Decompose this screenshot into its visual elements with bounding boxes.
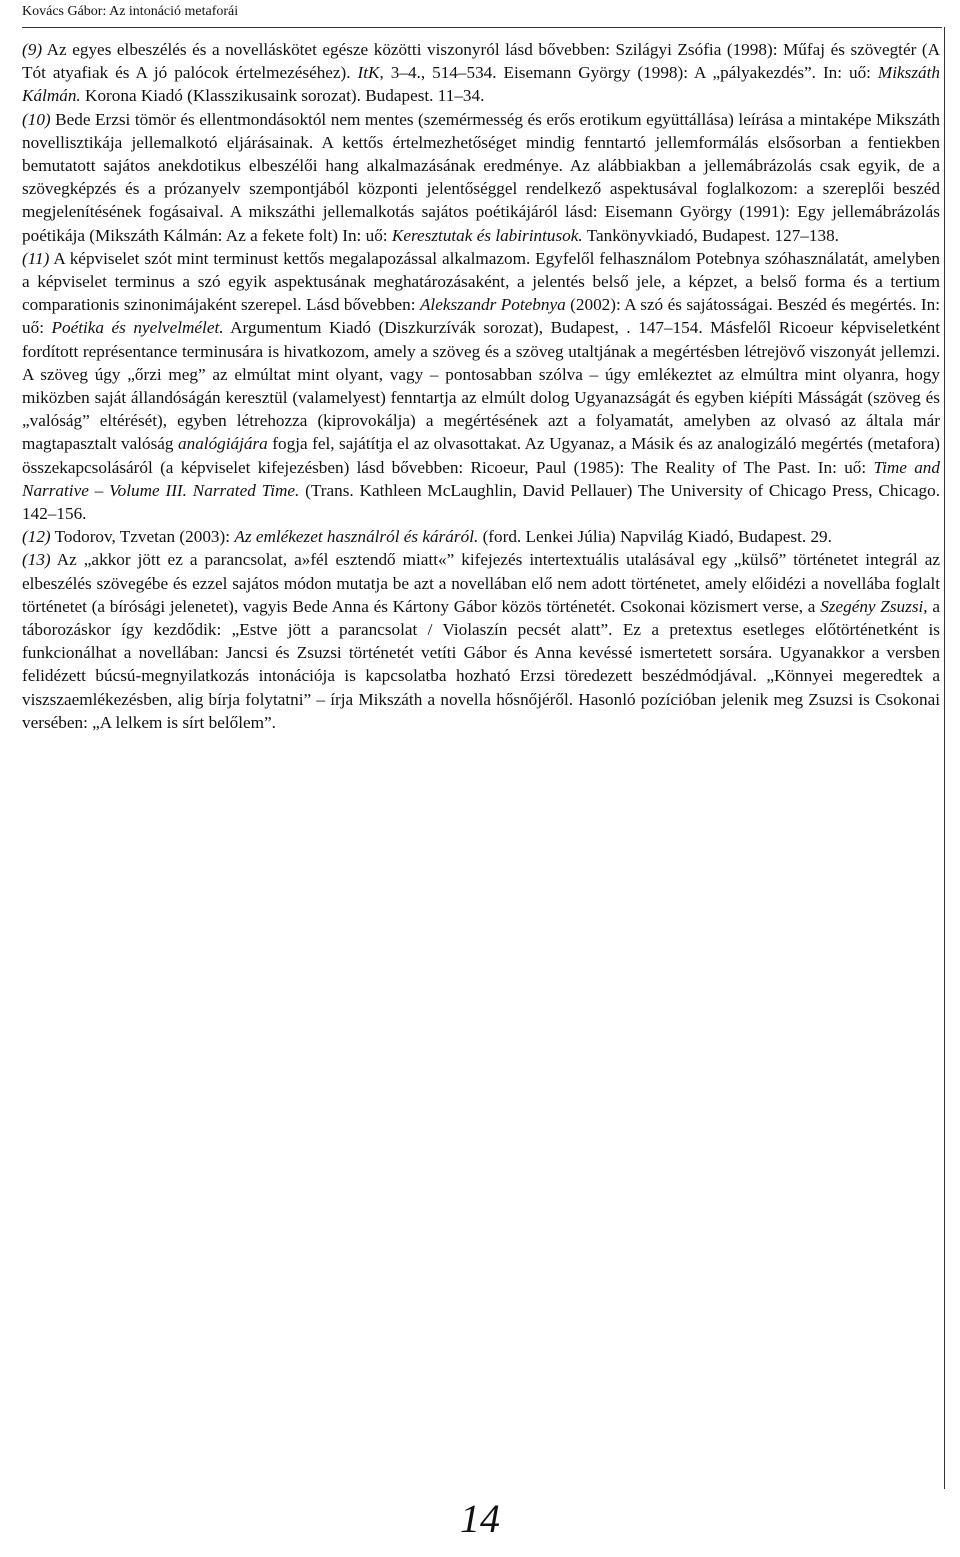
endnote-text: fogja fel, sajátítja el az olvasottakat. Az Ugyanaz, a Másik és az analogizáló megértés (metafora) összekapcsolásáról (a képviselet kifejezésben) lásd bővebben: Ricoeur, Paul (1985): The Reality of The Past. In: uő: <box>22 434 940 477</box>
endnote <box>22 108 940 247</box>
endnote-text: (2002): A szó és sajátosságai. Beszéd és megértés. In: uő: <box>22 295 940 338</box>
endnote <box>22 38 940 108</box>
endnote-text: , a táborozáskor így kezdődik: „Estve jött a parancsolat / Violaszín pecsét alatt”. Ez a pretextus esetleges előtörténetként is funkcionálhat a novellában: Jancsi és Zsuzsi történetét vetíti Gábor és Anna kevéssé ismertetett sorsára. Ugyanakkor a versben felidézett búcsú-megnyilatkozás intonációja is kapcsolatba hozható Erzsi töredezett beszédmódjával. „Könnyei megeredtek a viszszaemlékezésben, alig bírja folytatni” – írja Mikszáth a novella hősnőjéről. Hasonló pozícióban jelenik meg Zsuzsi is Csokonai versében: „A lelkem is sírt belőlem”. <box>22 596 940 732</box>
endnote-text: (Trans. Kathleen McLaughlin, David Pellauer) The University of Chicago Press, Chicago. 142–156. <box>22 480 940 524</box>
endnote-text: Todorov, Tzvetan (2003): <box>50 527 235 547</box>
endnote-text: Korona Kiadó (Klasszikusaink sorozat). Budapest. 11–34. <box>80 86 485 106</box>
endnote-number: (10) <box>22 109 51 129</box>
endnote-text: Argumentum Kiadó (Diszkurzívák sorozat), Budapest, . 147–154. Másfelől Ricoeur képviseletként fordított représentance terminusára is hivatkozom, amely a szöveg és a szöveg utaltjának a megértésben létrejövő viszonyát jellemzi. A szöveg úgy „őrzi meg” az elmúltat mint olyant, vagy – pontosabban szólva – úgy emlékeztet az elmúltra mint olyanra, hogy miközben saját állandóságán keresztül (valamelyest) fenntartja az elmúlt dolog Ugyanazságát és egyben kiépíti Másságát (szöveg és „valóság” eltérését), egyben létrehozza (kiprovokálja) a megértésének azt a folyamatát, amelyben az olvasó az általa már magtapasztalt valóság <box>22 318 940 454</box>
endnote <box>22 247 940 525</box>
endnote-italic-text: Az emlékezet használról és káráról. <box>234 527 479 547</box>
endnote-number: (11) <box>22 248 50 268</box>
endnote-text: Az egyes elbeszélés és a novelláskötet egésze közötti viszonyról lásd bővebben: Szilágyi Zsófia (1998): Műfaj és szövegtér (A Tót atyafiak és A jó palócok értelmezéséhez). <box>22 40 940 83</box>
endnote-number: (9) <box>22 40 43 59</box>
endnotes <box>22 38 940 734</box>
running-header: Kovács Gábor: Az intonáció metaforái <box>22 4 239 19</box>
endnote-number: (12) <box>22 527 51 547</box>
page-edge-line <box>944 27 945 1489</box>
endnote-number: (13) <box>22 550 51 570</box>
endnote-text: , 3–4., 514–534. Eisemann György (1998): A „pályakezdés”. In: uő: <box>379 63 878 83</box>
endnote <box>22 525 940 548</box>
endnote-text: (ford. Lenkei Júlia) Napvilág Kiadó, Budapest. 29. <box>478 527 832 547</box>
endnote <box>22 548 940 734</box>
endnote-italic-text: Mikszáth Kálmán. <box>22 63 940 106</box>
header-rule <box>22 27 942 28</box>
endnote-text: Tankönyvkiadó, Budapest. 127–138. <box>582 225 839 245</box>
page-number: 14 <box>460 1496 500 1541</box>
endnote-italic-text: Time and Narrative – Volume III. Narrated Time. <box>22 457 940 500</box>
endnote-text: Bede Erzsi tömör és ellentmondásoktól nem mentes (szemérmesség és erős erotikum együttállása) leírása a mintaképe Mikszáth novellisztikája jellemalkotó eljárásainak. A kettős értelmezhetőséget mindig fenntartó jellemformálás elsősorban a fentiekben bemutatott sajátos anekdotikus elbeszélői hang alkalmazásának eredménye. Az alábbiakban a jellemábrázolás csak egyik, de a szövegképzés és a prózanyelv szempontjából központi jelentőséggel rendelkező aspektusával foglalkozom: a szereplői beszéd megjelenítésének fogásaival. A mikszáthi jellemalkotás sajátos poétikájáról lásd: Eisemann György (1991): Egy jellemábrázolás poétikája (Mikszáth Kálmán: Az a fekete folt) In: uő: <box>22 109 940 245</box>
endnote-italic-text: analógiájára <box>178 434 268 454</box>
endnote-italic-text: ItK <box>357 63 380 83</box>
endnote-text: A képviselet szót mint terminust kettős megalapozással alkalmazom. Egyfelől felhasználom Potebnya szóhasználatát, amelyben a képviselet terminus a szó egyik aspektusának meghatározásaként, a jelentés belső jele, a képzet, a belső forma és a tertium comparationis szinonimájaként szerepel. Lásd bővebben: <box>22 248 940 315</box>
endnote-text: Az „akkor jött ez a parancsolat, a»fél esztendő miatt«” kifejezés intertextuális utalásával egy „külső” történetet integrál az elbeszélés szövegébe és ezzel sajátos módon mutatja be azt a novellában elő nem adott történetet, amely előidézi a novellába foglalt történetet (a bírósági jelenetet), vagyis Bede Anna és Kártony Gábor közös történetét. Csokonai közismert verse, a <box>22 550 940 616</box>
endnote-italic-text: Poétika és nyelvelmélet. <box>51 318 224 338</box>
endnote-italic-text: Szegény Zsuzsi <box>820 596 924 616</box>
endnote-italic-text: Keresztutak és labirintusok. <box>391 225 583 245</box>
endnote-italic-text: Alekszandr Potebnya <box>419 295 566 315</box>
